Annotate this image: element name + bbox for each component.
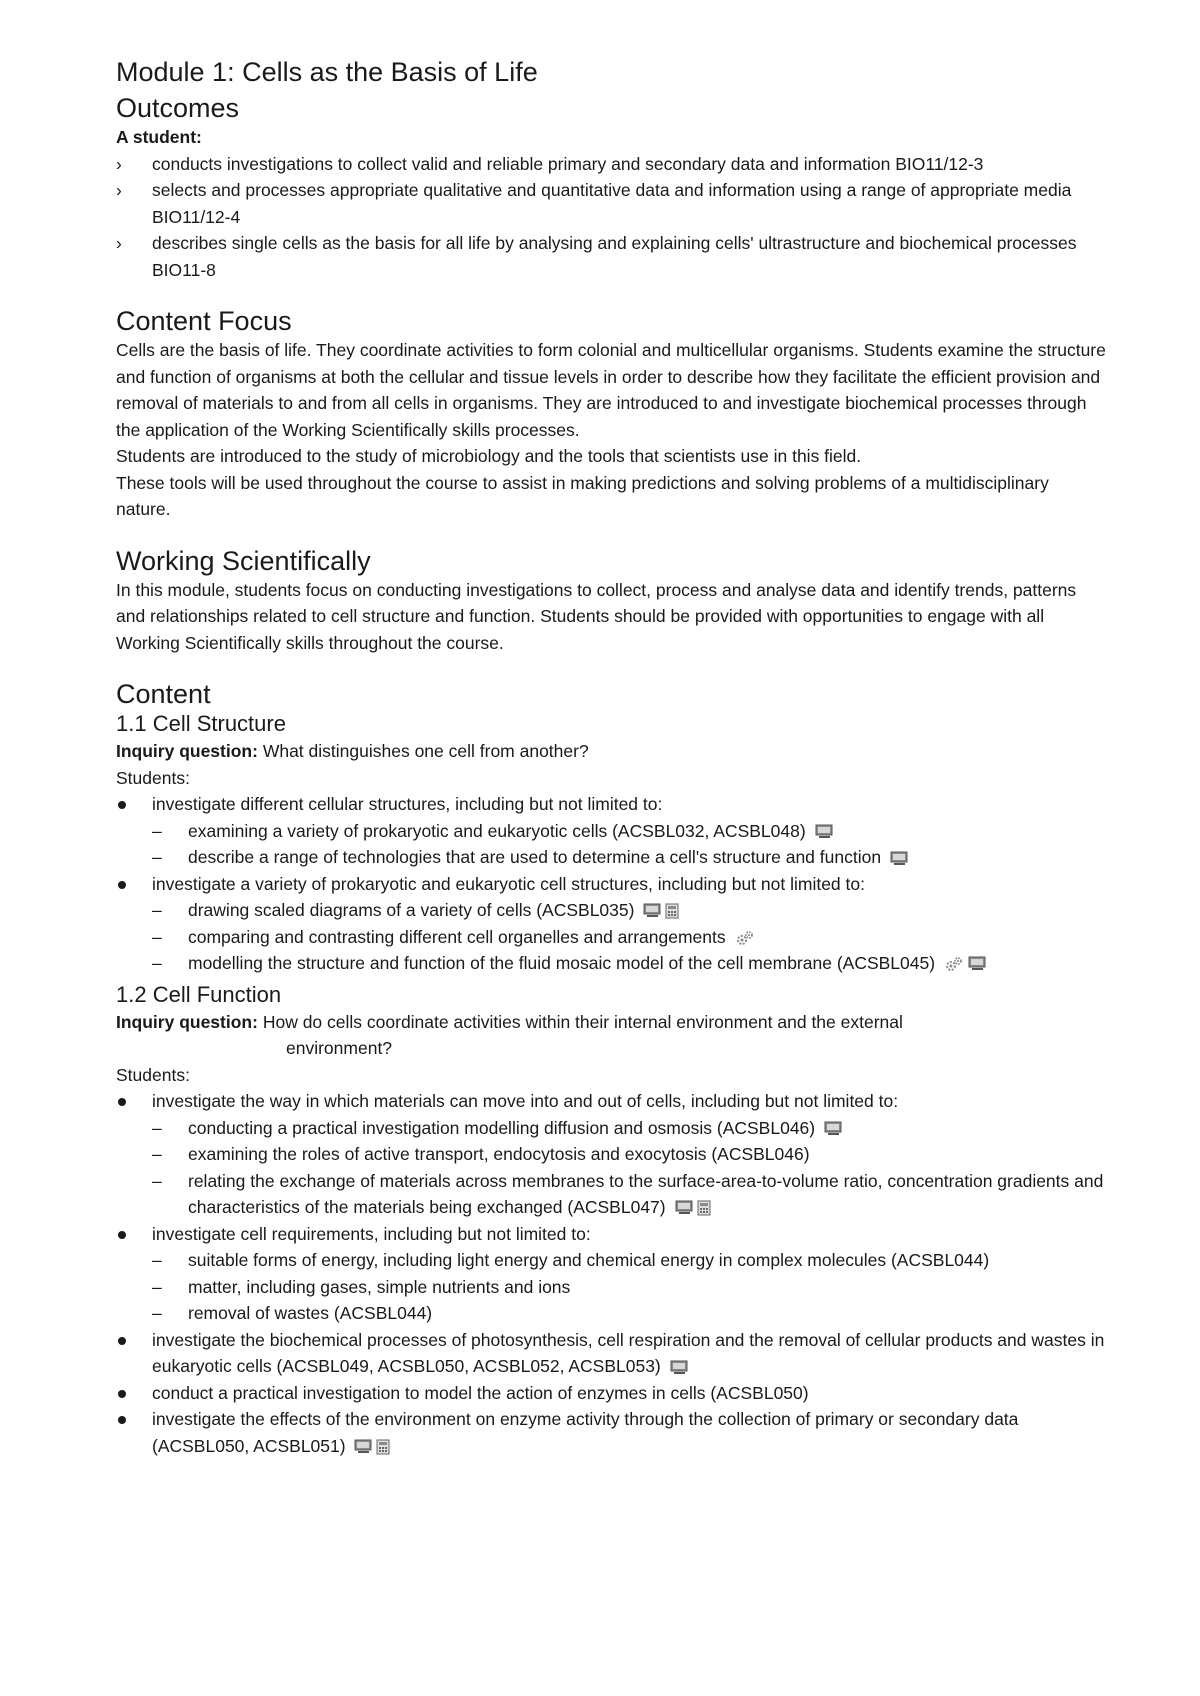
sub-item-text: matter, including gases, simple nutrients and ions [188, 1276, 571, 1297]
outcome-item [116, 151, 1106, 178]
module-title: Module 1: Cells as the Basis of Life [116, 57, 538, 87]
dash-marker: – [152, 1170, 162, 1191]
list-item-text: conduct a practical investigation to model the action of enzymes in cells (ACSBL050) [152, 1382, 809, 1403]
list-item [116, 871, 1106, 898]
computer-icon [643, 903, 661, 918]
dash-marker: – [152, 953, 162, 973]
inquiry-text-continued: environment? [286, 1038, 393, 1058]
inquiry-question [116, 1009, 1106, 1062]
outcomes-section [116, 92, 1106, 283]
sub-item-text: describe a range of technologies that are used to determine a cell's structure and function [188, 847, 882, 867]
sub-list-item [116, 1247, 1106, 1274]
dash-marker: – [152, 1117, 162, 1138]
list-item-text: investigate different cellular structures, including but not limited to: [152, 794, 663, 814]
sub-item-text: removal of wastes (ACSBL044) [188, 1303, 433, 1323]
list-item-text: investigate the biochemical processes of photosynthesis, cell respiration and the removal of cellular products and wastes in eukaryotic cells (ACSBL049, ACSBL050, ACSBL052, ACSBL053) [152, 1329, 1105, 1376]
sub-item-text: suitable forms of energy, including light energy and chemical energy in complex molecules (ACSBL044) [188, 1250, 990, 1270]
bullet-dot [118, 1337, 126, 1345]
dash-marker: – [152, 1144, 162, 1164]
computer-icon [968, 956, 986, 971]
dash-marker: – [152, 1303, 162, 1323]
students-label: Students: [116, 1064, 190, 1085]
document-page [116, 56, 1106, 1459]
list-item-text: investigate a variety of prokaryotic and eukaryotic cell structures, including but not limited to: [152, 873, 865, 894]
inquiry-label: Inquiry question: [116, 1011, 258, 1032]
sub-item-text: examining a variety of prokaryotic and eukaryotic cells (ACSBL032, ACSBL048) [188, 820, 806, 841]
content-section [116, 678, 1106, 1459]
bullet-dot [118, 881, 126, 889]
calculator-icon [697, 1200, 711, 1216]
sub-list-item [116, 1300, 1106, 1327]
dash-marker: – [152, 926, 162, 947]
inquiry-question [116, 738, 1106, 765]
sub-list-item [116, 897, 1106, 924]
computer-icon [354, 1439, 372, 1454]
computer-icon [824, 1121, 842, 1136]
sub-item-text: examining the roles of active transport, endocytosis and exocytosis (ACSBL046) [188, 1144, 810, 1164]
sub-list-item [116, 844, 1106, 871]
working-scientifically-heading: Working Scientifically [116, 545, 371, 576]
sub-item-text: conducting a practical investigation modelling diffusion and osmosis (ACSBL046) [188, 1117, 816, 1138]
gears-icon [735, 930, 755, 946]
bullet-dot [118, 1231, 126, 1239]
outcome-item [116, 177, 1106, 230]
content-focus-section [116, 305, 1106, 523]
chevron-marker: › [116, 180, 122, 200]
calculator-icon [376, 1439, 390, 1455]
working-scientifically-section [116, 545, 1106, 657]
sub-item-text: modelling the structure and function of the fluid mosaic model of the cell membrane (ACSBL045) [188, 953, 936, 973]
bullet-dot [118, 1416, 126, 1424]
content-focus-paragraph: Cells are the basis of life. They coordinate activities to form colonial and multicellular organisms. Students examine the structure and function of organisms at both the cellular and tissue levels in order to describe how they facilitate the efficient provision and removal of materials to and from all cells in organisms. They are introduced to and investigate biochemical processes through the application of the Working Scientifically skills processes. [116, 340, 1106, 440]
outcomes-heading: Outcomes [116, 93, 240, 123]
outcome-text: conducts investigations to collect valid and reliable primary and secondary data and information BIO11/12-3 [152, 153, 984, 174]
inquiry-label: Inquiry question: [116, 741, 258, 761]
list-item [116, 1406, 1106, 1459]
sub-list-item [116, 818, 1106, 845]
subsection-title: 1.2 Cell Function [116, 981, 282, 1007]
content-focus-paragraph: These tools will be used throughout the course to assist in making predictions and solving problems of a multidisciplinary nature. [116, 472, 1049, 519]
dash-marker: – [152, 820, 162, 841]
list-item [116, 1221, 1106, 1248]
gears-icon [944, 956, 964, 972]
inquiry-text: How do cells coordinate activities within their internal environment and the external [262, 1011, 903, 1032]
list-item [116, 1327, 1106, 1380]
bullet-dot [118, 801, 126, 809]
calculator-icon [665, 903, 679, 919]
bullet-dot [118, 1390, 126, 1398]
outcome-text: selects and processes appropriate qualitative and quantitative data and information using a range of appropriate media BIO11/12-4 [152, 180, 1072, 227]
sub-item-text: comparing and contrasting different cell organelles and arrangements [188, 926, 726, 947]
sub-list-item [116, 1141, 1106, 1168]
computer-icon [890, 851, 908, 866]
sub-list-item [116, 1115, 1106, 1142]
list-item-text: investigate the way in which materials can move into and out of cells, including but not limited to: [152, 1091, 899, 1111]
computer-icon [675, 1200, 693, 1215]
dash-marker: – [152, 847, 162, 867]
sub-item-text: drawing scaled diagrams of a variety of cells (ACSBL035) [188, 900, 635, 920]
sub-list-item [116, 1274, 1106, 1301]
computer-icon [815, 824, 833, 839]
sub-item-text: relating the exchange of materials across membranes to the surface-area-to-volume ratio, concentration gradients and characteristics of the materials being exchanged (ACSBL047) [188, 1170, 1104, 1217]
working-scientifically-paragraph: In this module, students focus on conducting investigations to collect, process and analyse data and identify trends, patterns and relationships related to cell structure and function. Students should be provided with opportunities to engage with all Working Scientifically skills throughout the course. [116, 579, 1077, 653]
dash-marker: – [152, 1276, 162, 1297]
bullet-dot [118, 1098, 126, 1106]
chevron-marker: › [116, 233, 122, 253]
cell-structure-list [116, 791, 1106, 977]
dash-marker: – [152, 1250, 162, 1270]
sub-list-item [116, 924, 1106, 951]
students-label: Students: [116, 767, 190, 788]
content-focus-paragraph: Students are introduced to the study of microbiology and the tools that scientists use in this field. [116, 446, 862, 466]
content-focus-heading: Content Focus [116, 306, 292, 336]
outcomes-intro: A student: [116, 127, 202, 147]
list-item-text: investigate the effects of the environment on enzyme activity through the collection of primary or secondary data (ACSBL050, ACSBL051) [152, 1409, 1019, 1456]
sub-list-item [116, 1168, 1106, 1221]
content-heading: Content [116, 679, 211, 709]
cell-structure-subsection [116, 710, 1106, 977]
outcomes-list [116, 151, 1106, 284]
list-item [116, 1380, 1106, 1407]
chevron-marker: › [116, 153, 122, 174]
list-item-text: investigate cell requirements, including but not limited to: [152, 1223, 591, 1244]
computer-icon [670, 1360, 688, 1375]
cell-function-subsection [116, 981, 1106, 1460]
outcome-text: describes single cells as the basis for all life by analysing and explaining cells' ultrastructure and biochemical processes BIO11-8 [152, 233, 1077, 280]
cell-function-list [116, 1088, 1106, 1459]
outcome-item [116, 230, 1106, 283]
inquiry-text: What distinguishes one cell from another? [262, 741, 589, 761]
list-item [116, 1088, 1106, 1115]
sub-list-item [116, 950, 1106, 977]
subsection-title: 1.1 Cell Structure [116, 711, 286, 736]
dash-marker: – [152, 900, 162, 920]
list-item [116, 791, 1106, 818]
